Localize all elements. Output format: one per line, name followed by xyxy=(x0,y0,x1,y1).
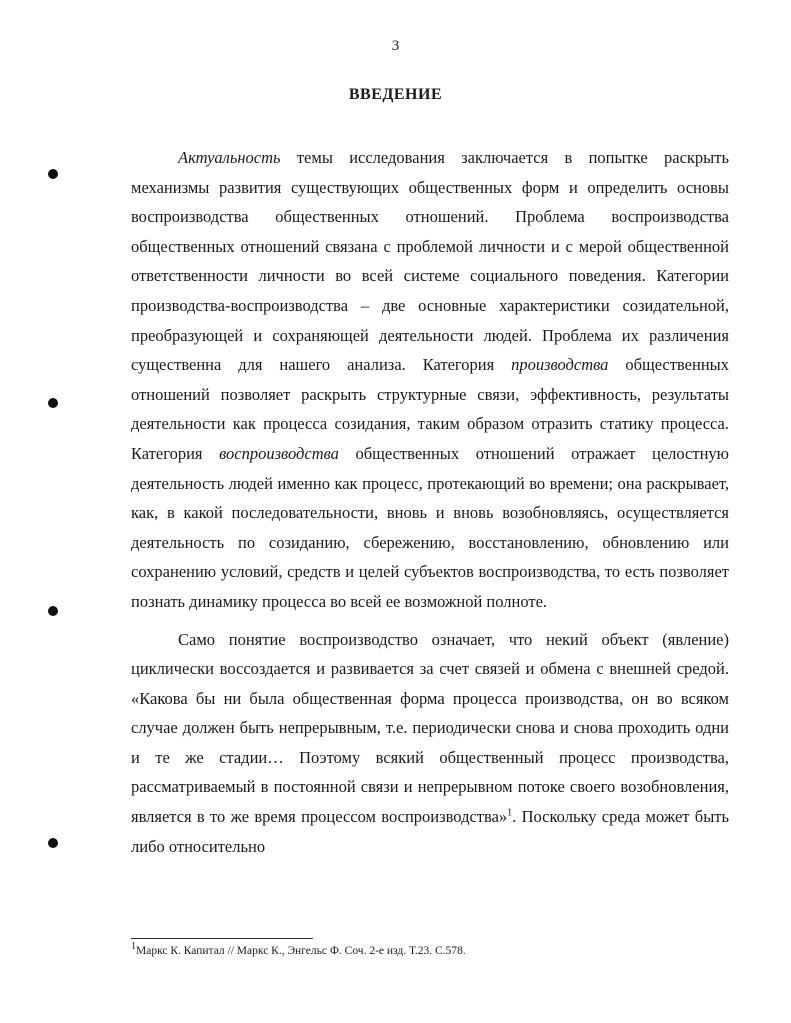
emphasis-reproduction: воспроизводства xyxy=(219,443,339,463)
hole-punch-3 xyxy=(48,606,58,616)
body-text xyxy=(131,143,729,869)
footnote xyxy=(131,941,729,957)
footnote-text: Маркс К. Капитал // Маркс К., Энгельс Ф. Соч. 2-е изд. Т.23. С.578. xyxy=(136,945,466,957)
emphasis-production: производства xyxy=(511,355,609,375)
page-title: ВВЕДЕНИЕ xyxy=(348,86,443,103)
footnote-rule xyxy=(131,938,313,939)
paragraph-1-text-b: общественных отношений позволяет раскрыть структурные связи, эффективность, результаты деятельности как процесса созидания, таким образом отразить статику процесса. Категория xyxy=(131,355,729,463)
page-number: 3 xyxy=(391,38,400,54)
footnote-ref[interactable]: 1 xyxy=(507,807,513,819)
paragraph-2 xyxy=(131,625,729,862)
paragraph-1-text-a: темы исследования заключается в попытке раскрыть механизмы развития существующих общественных форм и определить основы воспроизводства общественных отношений. Проблема воспроизводства общественных отношений связана с проблемой личности и с мерой общественной ответственности личности во всей системе социального поведения. Категории производства-воспроизводства – две основные характеристики созидательной, преобразующей и сохраняющей деятельности людей. Проблема их различения существенна для нашего анализа. Категория xyxy=(131,148,729,375)
paragraph-2-text-b: . Поскольку среда может быть либо относительно xyxy=(131,807,730,856)
hole-punch-4 xyxy=(48,838,58,848)
emphasis-actuality: Актуальность xyxy=(178,148,281,167)
paragraph-1 xyxy=(131,143,729,617)
paragraph-2-text-a: Само понятие воспроизводство означает, что некий объект (явление) циклически воссоздается и развивается за счет связей и обмена с внешней средой. «Какова бы ни была общественная форма процесса производства, он во всяком случае должен быть непрерывным, т.е. периодически снова и снова проходить одни и те же стадии… Поэтому всякий общественный процесс производства, рассматриваемый в постоянной связи и непрерывном потоке своего возобновления, является в то же время процессом воспроизводства» xyxy=(131,629,729,827)
footnote-mark: 1 xyxy=(131,941,136,953)
hole-punch-2 xyxy=(48,398,58,408)
paragraph-1-text-c: общественных отношений отражает целостную деятельность людей именно как процесс, протекающий во времени; она раскрывает, как, в какой последовательности, вновь и вновь возобновляясь, осуществляется деятельность по созиданию, сбережению, восстановлению, обновлению или сохранению условий, средств и целей субъектов воспроизводства, то есть позволяет познать динамику процесса во всей ее возможной полноте. xyxy=(131,443,729,611)
hole-punch-1 xyxy=(48,169,58,179)
